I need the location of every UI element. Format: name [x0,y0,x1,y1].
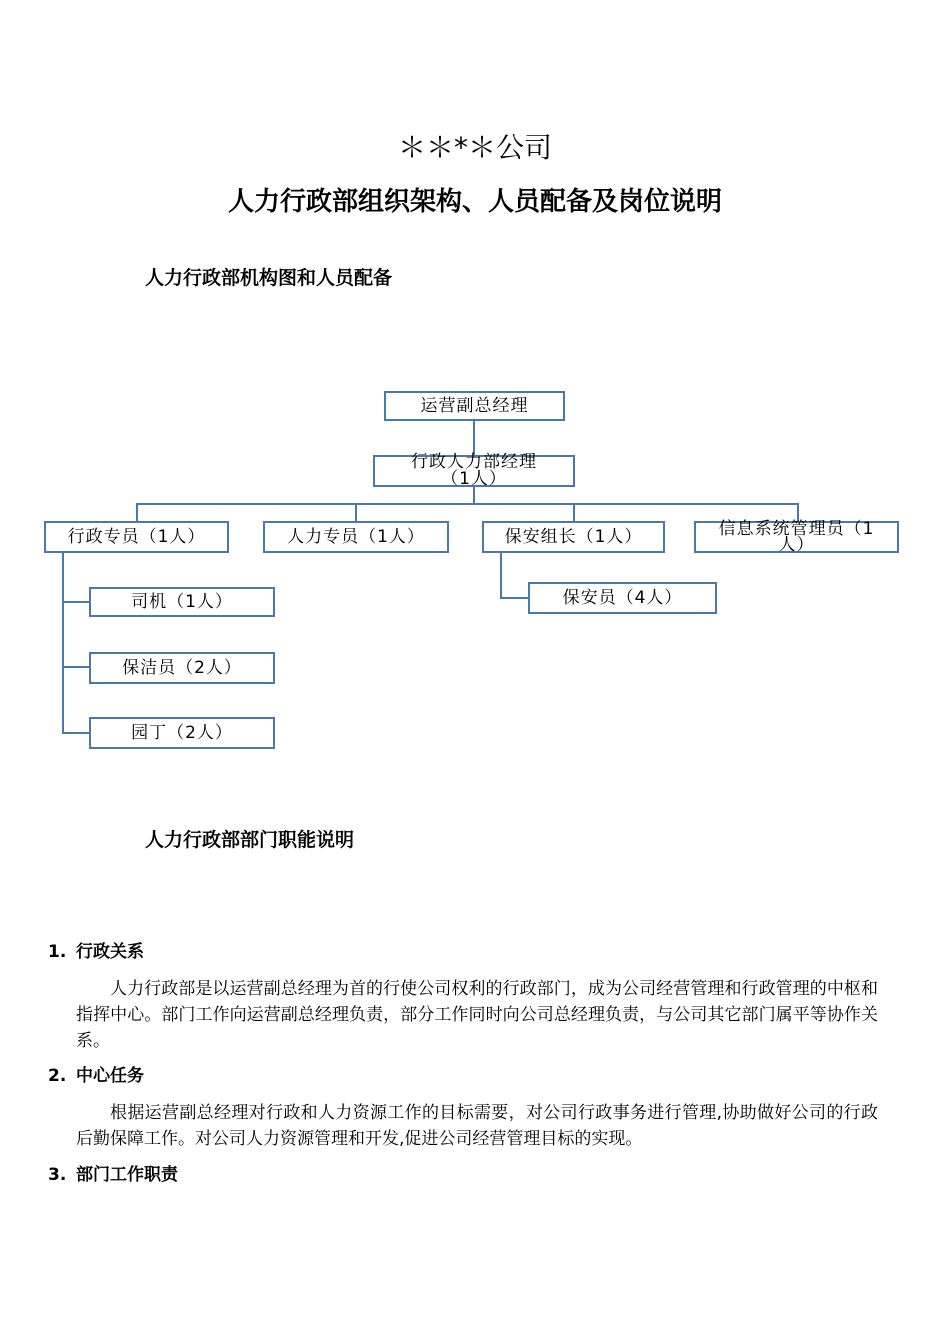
org-node-admin-specialist: 行政专员（1人） [44,521,229,553]
section-heading-org-chart: 人力行政部机构图和人员配备 [145,267,393,289]
connector-to-gardener [62,732,91,734]
org-node-hr-specialist: 人力专员（1人） [263,521,449,553]
connector-drop-security [573,503,575,523]
org-node-cleaner: 保洁员（2人） [89,652,275,684]
it-admin-label-line2: 人） [778,535,815,555]
connector-to-driver [62,601,91,603]
connector-to-cleaner [62,666,91,668]
org-node-security-guard: 保安员（4人） [528,582,717,614]
connector-admin-vertical [62,551,64,734]
item-heading-3: 3. 部门工作职责 [48,1165,178,1185]
manager-label-line1: 行政人力部经理 [411,452,537,472]
connector-to-guard [500,597,530,599]
org-node-gardener: 园丁（2人） [89,717,275,749]
org-node-hr-admin-manager [373,452,575,489]
item-paragraph-2: 根据运营副总经理对行政和人力资源工作的目标需要，对公司行政事务进行管理,协助做好公司的行政后勤保障工作。对公司人力资源管理和开发,促进公司经营管理目标的实现。 [76,1103,878,1149]
document-title: 人力行政部组织架构、人员配备及岗位说明 [227,187,722,217]
org-node-driver: 司机（1人） [89,587,275,617]
connector-security-vertical [500,551,502,599]
org-node-vp-operations: 运营副总经理 [384,391,565,421]
connector-horizontal-bus [136,503,799,505]
company-title: ＊＊*＊公司 [397,131,552,164]
connector-drop-admin [136,503,138,523]
item-heading-2: 2. 中心任务 [48,1066,144,1086]
item-heading-1: 1. 行政关系 [48,942,144,962]
manager-label-line2: （1人） [441,469,507,489]
it-admin-label-line1: 信息系统管理员（1 [718,519,875,539]
org-node-security-lead: 保安组长（1人） [482,521,665,553]
item-paragraph-1: 人力行政部是以运营副总经理为首的行使公司权利的行政部门，成为公司经营管理和行政管理的中枢和指挥中心。部门工作向运营副总经理负责，部分工作同时向公司总经理负责，与公司其它部门属平等协作关系。 [76,979,878,1051]
connector-drop-hr [355,503,357,523]
section-heading-functions: 人力行政部部门职能说明 [145,829,355,851]
org-node-it-admin [694,521,899,553]
